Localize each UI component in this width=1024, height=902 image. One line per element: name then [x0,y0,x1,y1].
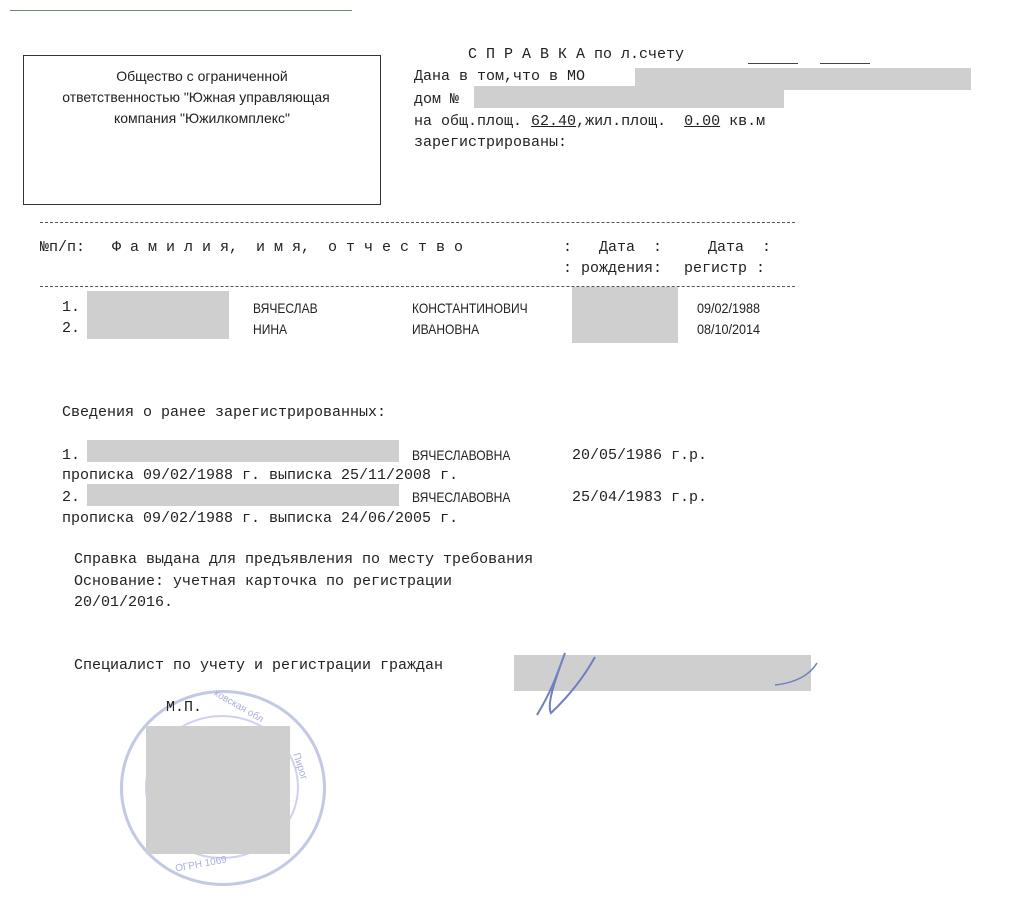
signature-scribble [525,645,825,720]
top-edge-line [10,10,352,11]
previous-registration: прописка 09/02/1988 г. выписка 24/06/2005 г. [62,510,459,527]
redacted-stamp-center [146,726,290,854]
specialist-label: Специалист по учету и регистрации граждан [74,657,444,674]
stamp-text-right: Пирог [290,751,310,782]
redacted-house [474,86,784,108]
account-underline-2 [820,63,870,64]
previous-registration: прописка 09/02/1988 г. выписка 25/11/2008 г. [62,467,459,484]
previous-patronymic: ВЯЧЕСЛАВОВНА [412,489,511,505]
living-area-value: 0.00 [684,113,721,130]
redacted-previous-name [87,440,399,462]
col-reg-header-2: регистр : [684,260,766,277]
house-label: дом № [414,91,460,108]
title-text: С П Р А В К А [468,46,586,63]
col-name-header: Ф а м и л и я, и м я, о т ч е с т в о [112,239,464,256]
living-area-label: ,жил.площ. [576,113,667,130]
total-area-value: 62.40 [531,113,577,130]
area-unit: кв.м [729,113,766,130]
redacted-previous-name [87,484,399,506]
organization-box [23,55,381,205]
row-num: 1. [62,299,81,316]
row-reg-date: 09/02/1988 [697,300,761,316]
organization-line-2: ответственностью "Южная управляющая [62,89,330,105]
row-num: 2. [62,320,81,337]
row-patronymic: ИВАНОВНА [412,321,480,337]
registered-label: зарегистрированы: [414,134,568,151]
previous-num: 1. [62,447,81,464]
table-bottom-divider [40,286,795,287]
col-birth-header-2: : рождения: [563,260,663,277]
purpose-text: Справка выдана для предъявления по месту требования [74,551,534,568]
organization-line-3: компания "Южилкомплекс" [113,110,291,126]
table-top-divider [40,222,795,223]
organization-line-1: Общество с ограниченной [116,68,288,84]
title-suffix: по л.счету [594,46,685,63]
col-birth-header-1: : Дата : [563,239,663,256]
previous-birth: 25/04/1983 г.р. [572,489,708,506]
previous-num: 2. [62,489,81,506]
redacted-birth-dates [572,287,678,343]
basis-text: Основание: учетная карточка по регистрации [74,573,453,590]
row-reg-date: 08/10/2014 [697,321,761,337]
row-first-name: НИНА [253,321,288,337]
previous-patronymic: ВЯЧЕСЛАВОВНА [412,447,511,463]
previous-heading: Сведения о ранее зарегистрированных: [62,404,387,421]
area-line [414,113,765,130]
col-reg-header-1: Дата : [708,239,772,256]
row-first-name: ВЯЧЕСЛАВ [253,300,318,316]
col-num-header: №п/п: [40,239,86,256]
stamp-text-bottom: ОГРН 1069 [174,854,228,875]
redacted-surname [87,291,229,339]
account-underline [748,63,798,64]
previous-birth: 20/05/1986 г.р. [572,447,708,464]
issued-to-label: Дана в том,что в МО [414,68,586,85]
stamp-place-label: М.П. [166,699,203,716]
stamp-text-top: ковская обл [211,687,266,726]
document-title [468,46,684,63]
row-patronymic: КОНСТАНТИНОВИЧ [412,300,528,316]
issue-date: 20/01/2016. [74,594,174,611]
total-area-label: на общ.площ. [414,113,523,130]
